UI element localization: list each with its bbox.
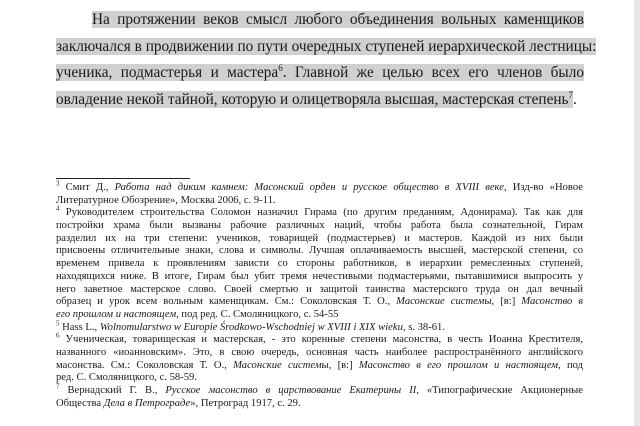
footnote-number: 5 — [56, 319, 60, 328]
footnote-title: Масонство в — [521, 296, 583, 308]
footnote-6[interactable]: $^6$ Ученическая, товарищеская и мастерская, - это коренные степени масонства, в честь Иоанна Крестителя, названного «иоанновским». Это, в свою очередь, основная часть наиболее распространённого английского масонства. См.: Соколовская Т. О., Масонские системы, [в:] Масонство в его прошлом и настоящем, под ред. С. Смоляницкого, с. 58-59. — [56, 331, 583, 384]
highlighted-text: ученика, подмастерья и мастера — [56, 64, 279, 81]
footnote-number: 6 — [56, 331, 60, 340]
paragraph-line — [56, 87, 584, 114]
footnote-4[interactable]: $^4$ Руководителем строительства Соломон назначил Гирама (по другим преданиям, Адонирама). Так как для постройки храма были вызваны рабочие различных наций, чтобы работа была сознательной, Гирам разделил их на три степени: учеников, товарищей (подмастерьев) и мастеров. Каждой из них были присвоены отличительные знаки, слова и символы. Лучшая оплачиваемость высшей, мастерской степени, со временем привела к проявлениям зависти со стороны работников, в иерархии ремесленных ступеней, находящихся ниже. В итоге, Гирам был убит тремя нечестивыми подмастерьями, пытавшимися выпросить у него заветное мастерское слово. Своей смертью и защитой таинства мастерского труда он дал вечный образец и урок всем вольным каменщикам. См.: Соколовская Т. О., Масонские системы, [в:] Масонство в его прошлом и настоящем, под ред. С. Смоляницкого, с. 54-55 — [56, 204, 583, 320]
window-edge — [634, 0, 640, 426]
footnote-title: Дела в Петрограде — [103, 397, 191, 409]
paragraph-line — [56, 34, 597, 61]
footnote-title: его прошлом и настоящем — [56, 308, 177, 320]
footnote-title: Wolnomularstwo w Europie Środkowo-Wschodniej w XVIII i XIX wieku — [99, 321, 403, 333]
highlighted-text: На протяжении веков смысл любого объединения вольных каменщиков — [92, 11, 584, 28]
footnotes-area — [56, 179, 583, 410]
footnote-5[interactable]: $^5$ Hass L., Wolnomularstwo w Europie Środkowo-Wschodniej w XVIII i XIX wieku, s. 38-61. — [56, 319, 445, 333]
footnote-title: Русское масонство в царствование Екатерины II — [165, 385, 417, 396]
footnote-number: 7 — [56, 382, 60, 391]
footnote-title: Работа над диким камнем: Масонский орден и русское общество в XVIII веке — [114, 182, 504, 193]
footnote-7[interactable]: $^7$ Вернадский Г. В., Русское масонство в царствование Екатерины II, «Типографические Акционерные Общества Дела в Петрограде», Петроград 1917, с. 29. — [56, 382, 583, 409]
paragraph-end-period: . — [573, 90, 577, 108]
highlighted-text: овладение некой тайной, которую и олицетворяла высшая, мастерская степень — [56, 90, 569, 108]
footnote-ref-6[interactable]: 6 — [278, 62, 283, 73]
highlighted-text: заключался в продвижении по пути очередных ступеней иерархической лестницы: — [56, 37, 597, 55]
footnote-title: Масонские системы — [396, 296, 492, 308]
paragraph-line — [56, 60, 584, 87]
footnote-number: 4 — [56, 204, 60, 213]
paragraph-line — [56, 7, 584, 34]
body-paragraph[interactable] — [56, 7, 597, 113]
footnote-title: Масонство в его прошлом и настоящем — [358, 359, 559, 371]
footnote-number: 3 — [56, 179, 60, 188]
footnote-ref-7[interactable]: 7 — [568, 89, 574, 100]
footnote-separator — [56, 178, 190, 179]
footnote-title: Масонские системы — [233, 359, 329, 371]
highlighted-text: . Главной же целью всех его членов было — [282, 64, 584, 81]
footnote-3[interactable]: $^3$ Смит Д., Работа над диким камнем: Масонский орден и русское общество в XVIII веке, Изд-во «Новое Литературное Обозрение», Москва 2006, с. 9-11. — [56, 179, 583, 206]
